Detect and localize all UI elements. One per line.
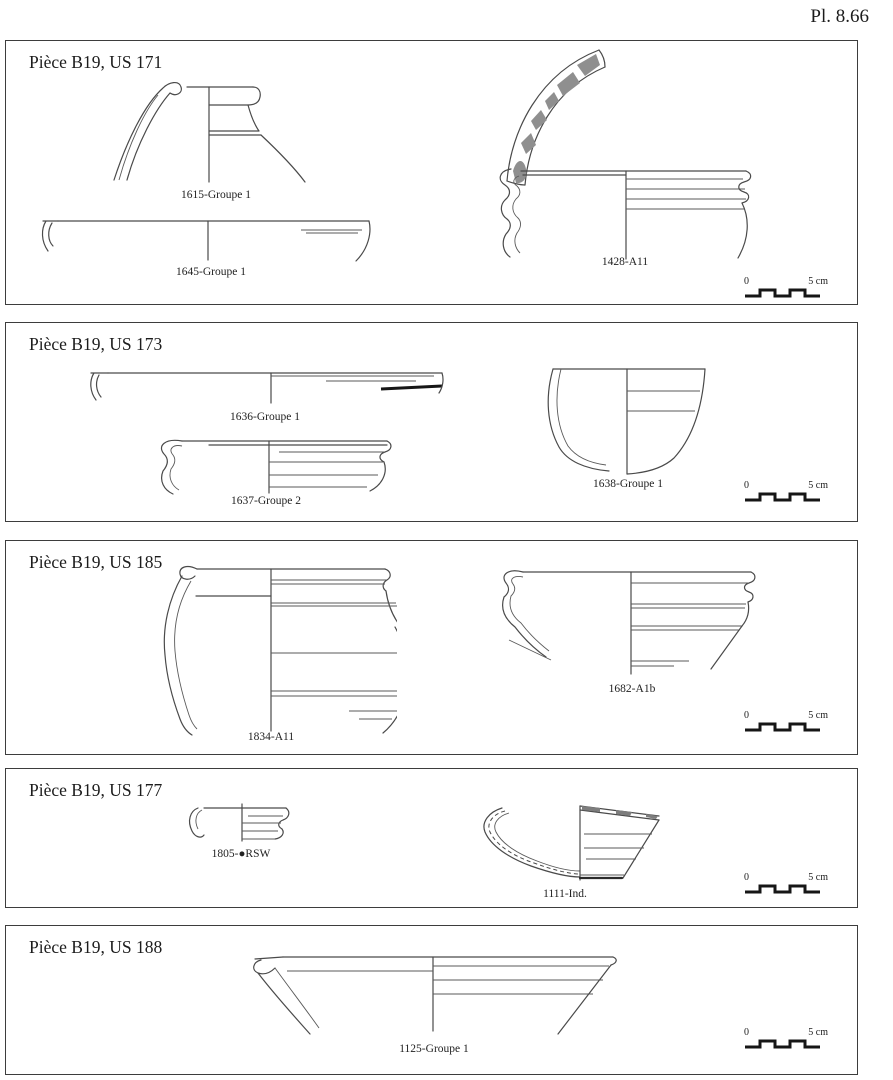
vessel-1428-drawing [493,43,773,261]
panel-title: Pièce B19, US 171 [29,52,163,72]
vessel-label: 1805-●RSW [211,848,271,860]
vessel-1805-drawing [184,799,299,847]
scale-five-label: 5 cm [808,276,828,287]
vessel-1638-drawing [533,359,723,477]
scale-five-label: 5 cm [808,872,828,883]
panel-title: Pièce B19, US 173 [29,334,163,354]
panel-us-188 [5,925,858,1075]
vessel-label: 1636-Groupe 1 [230,411,300,423]
vessel-label: 1645-Groupe 1 [176,266,246,278]
panel-title: Pièce B19, US 177 [29,780,163,800]
panel-title: Pièce B19, US 185 [29,552,163,572]
scale-zero-label: 0 [744,872,749,883]
vessel-label: 1638-Groupe 1 [593,478,663,490]
vessel-label: 1834-A11 [247,731,295,743]
plate-number: Pl. 8.66 [810,6,869,27]
panel-title: Pièce B19, US 188 [29,937,163,957]
scale-five-label: 5 cm [808,710,828,721]
vessel-1636-drawing [86,363,451,411]
scale-five-label: 5 cm [808,1027,828,1038]
vessel-1834-drawing [149,561,397,736]
vessel-1111-drawing [466,801,666,886]
vessel-label: 1637-Groupe 2 [231,495,301,507]
vessel-label: 1125-Groupe 1 [399,1043,469,1055]
vessel-1637-drawing [149,431,394,497]
scale-bar [738,709,833,735]
vessel-1125-drawing [247,947,627,1041]
scale-zero-label: 0 [744,276,749,287]
vessel-1682-drawing [489,564,774,682]
scale-zero-label: 0 [744,480,749,491]
scale-bar [738,1026,833,1052]
panel-us-171 [5,40,858,305]
scale-zero-label: 0 [744,710,749,721]
scale-bar [738,275,833,301]
panel-us-185 [5,540,858,755]
scale-bar [738,871,833,897]
scale-zero-label: 0 [744,1027,749,1038]
scale-bar [738,479,833,505]
vessel-1645-drawing [36,213,376,271]
panel-us-173 [5,322,858,522]
vessel-1615-drawing [101,76,321,191]
panel-us-177 [5,768,858,908]
vessel-label: 1615-Groupe 1 [181,189,251,201]
vessel-label: 1682-A1b [608,683,656,695]
scale-five-label: 5 cm [808,480,828,491]
vessel-label: 1111-Ind. [543,888,587,900]
vessel-label: 1428-A11 [601,256,649,268]
